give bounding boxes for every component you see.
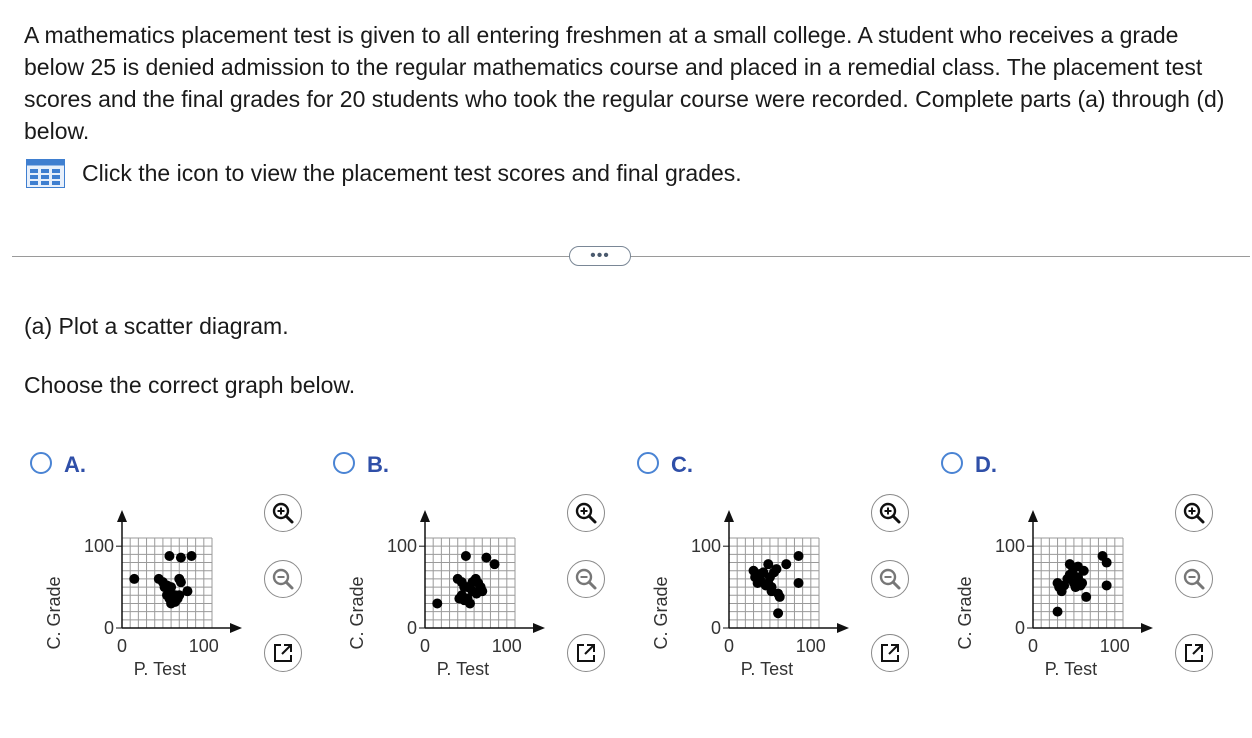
view-data-link-text[interactable]: Click the icon to view the placement test scores and final grades.	[82, 159, 742, 186]
y-tick-label: 100	[690, 536, 721, 557]
x-axis-arrow	[837, 623, 849, 633]
x-axis-arrow	[1141, 623, 1153, 633]
part-a-instruction: Choose the correct graph below.	[24, 372, 356, 398]
expand-more-button[interactable]: •••	[569, 246, 631, 266]
x-tick-label: 0	[419, 636, 431, 656]
y-tick-label: 0	[1014, 618, 1025, 638]
data-point	[170, 597, 180, 607]
y-tick-label: 0	[710, 618, 721, 638]
y-axis-label: C. Grade	[44, 576, 64, 650]
y-axis-arrow	[420, 510, 430, 522]
y-tick-label: 100	[994, 536, 1025, 557]
zoom-in-icon	[1182, 501, 1206, 525]
data-point	[763, 559, 773, 569]
data-point	[1073, 562, 1083, 572]
x-tick-label: 100	[1099, 636, 1130, 656]
data-point	[794, 551, 804, 561]
option-letter[interactable]: A.	[64, 452, 86, 477]
option-letter[interactable]: C.	[671, 452, 693, 477]
option-radio[interactable]	[30, 452, 52, 474]
data-point	[1053, 607, 1063, 617]
zoom-in-icon	[271, 501, 295, 525]
scatter-chart	[30, 488, 250, 738]
option-radio[interactable]	[941, 452, 963, 474]
y-axis-label: C. Grade	[955, 576, 975, 650]
data-point	[775, 592, 785, 602]
zoom-out-icon	[574, 567, 598, 591]
zoom-in-icon	[574, 501, 598, 525]
x-axis-arrow	[230, 623, 242, 633]
y-axis-arrow	[724, 510, 734, 522]
y-tick-label: 0	[103, 618, 114, 638]
section-divider	[12, 256, 1250, 257]
popout-button[interactable]	[567, 634, 605, 672]
option-c[interactable]	[637, 450, 937, 710]
popout-button[interactable]	[871, 634, 909, 672]
data-point	[1102, 558, 1112, 568]
data-point	[461, 551, 471, 561]
x-tick-label: 0	[1027, 636, 1039, 656]
zoom-out-button[interactable]	[1175, 560, 1213, 598]
x-tick-label: 100	[491, 636, 522, 656]
x-axis-arrow	[533, 623, 545, 633]
data-point	[182, 586, 192, 596]
problem-statement: A mathematics placement test is given to all entering freshmen at a small college. A student who receives a grade below 25 is denied admission to the regular mathematics course and placed in a remedial class. The placement test scores and the final grades for 20 students who took the regular course were recorded. Complete parts (a) through (d) below.	[24, 22, 1225, 144]
x-tick-label: 100	[188, 636, 219, 656]
option-letter[interactable]: D.	[975, 452, 997, 477]
data-point	[1102, 580, 1112, 590]
popout-icon	[272, 642, 294, 664]
zoom-in-button[interactable]	[567, 494, 605, 532]
option-a[interactable]	[30, 450, 330, 710]
data-point	[472, 589, 482, 599]
zoom-in-button[interactable]	[264, 494, 302, 532]
scatter-chart	[637, 488, 857, 738]
popout-button[interactable]	[264, 634, 302, 672]
x-axis-label: P. Test	[740, 659, 794, 679]
option-radio[interactable]	[333, 452, 355, 474]
popout-icon	[1183, 642, 1205, 664]
x-axis-label: P. Test	[436, 659, 490, 679]
data-point	[129, 574, 139, 584]
data-point	[432, 598, 442, 608]
zoom-out-icon	[878, 567, 902, 591]
data-point	[794, 578, 804, 588]
zoom-in-button[interactable]	[1175, 494, 1213, 532]
popout-icon	[575, 642, 597, 664]
x-axis-label: P. Test	[1044, 659, 1098, 679]
scatter-chart	[333, 488, 553, 738]
scatter-chart	[941, 488, 1161, 738]
x-tick-label: 100	[795, 636, 826, 656]
popout-button[interactable]	[1175, 634, 1213, 672]
option-d[interactable]	[941, 450, 1241, 710]
zoom-in-icon	[878, 501, 902, 525]
y-axis-arrow	[1028, 510, 1038, 522]
view-data-link[interactable]	[26, 156, 742, 190]
part-a-label: (a) Plot a scatter diagram.	[24, 313, 289, 339]
y-tick-label: 100	[386, 536, 417, 557]
data-point	[755, 569, 765, 579]
x-axis-label: P. Test	[133, 659, 187, 679]
table-icon[interactable]	[26, 159, 65, 188]
data-point	[781, 559, 791, 569]
data-point	[176, 553, 186, 563]
data-point	[164, 551, 174, 561]
y-axis-label: C. Grade	[651, 576, 671, 650]
zoom-out-button[interactable]	[264, 560, 302, 598]
x-tick-label: 0	[723, 636, 735, 656]
data-point	[767, 582, 777, 592]
data-point	[490, 559, 500, 569]
option-radio[interactable]	[637, 452, 659, 474]
data-point	[481, 553, 491, 563]
popout-icon	[879, 642, 901, 664]
y-tick-label: 100	[83, 536, 114, 557]
y-axis-arrow	[117, 510, 127, 522]
y-tick-label: 0	[406, 618, 417, 638]
data-point	[1081, 592, 1091, 602]
data-point	[187, 551, 197, 561]
data-point	[176, 577, 186, 587]
data-point	[1077, 578, 1087, 588]
data-point	[773, 608, 783, 618]
zoom-out-icon	[271, 567, 295, 591]
data-point	[465, 598, 475, 608]
zoom-out-button[interactable]	[567, 560, 605, 598]
zoom-out-icon	[1182, 567, 1206, 591]
zoom-out-button[interactable]	[871, 560, 909, 598]
x-tick-label: 0	[116, 636, 128, 656]
option-letter[interactable]: B.	[367, 452, 389, 477]
y-axis-label: C. Grade	[347, 576, 367, 650]
option-b[interactable]	[333, 450, 633, 710]
zoom-in-button[interactable]	[871, 494, 909, 532]
